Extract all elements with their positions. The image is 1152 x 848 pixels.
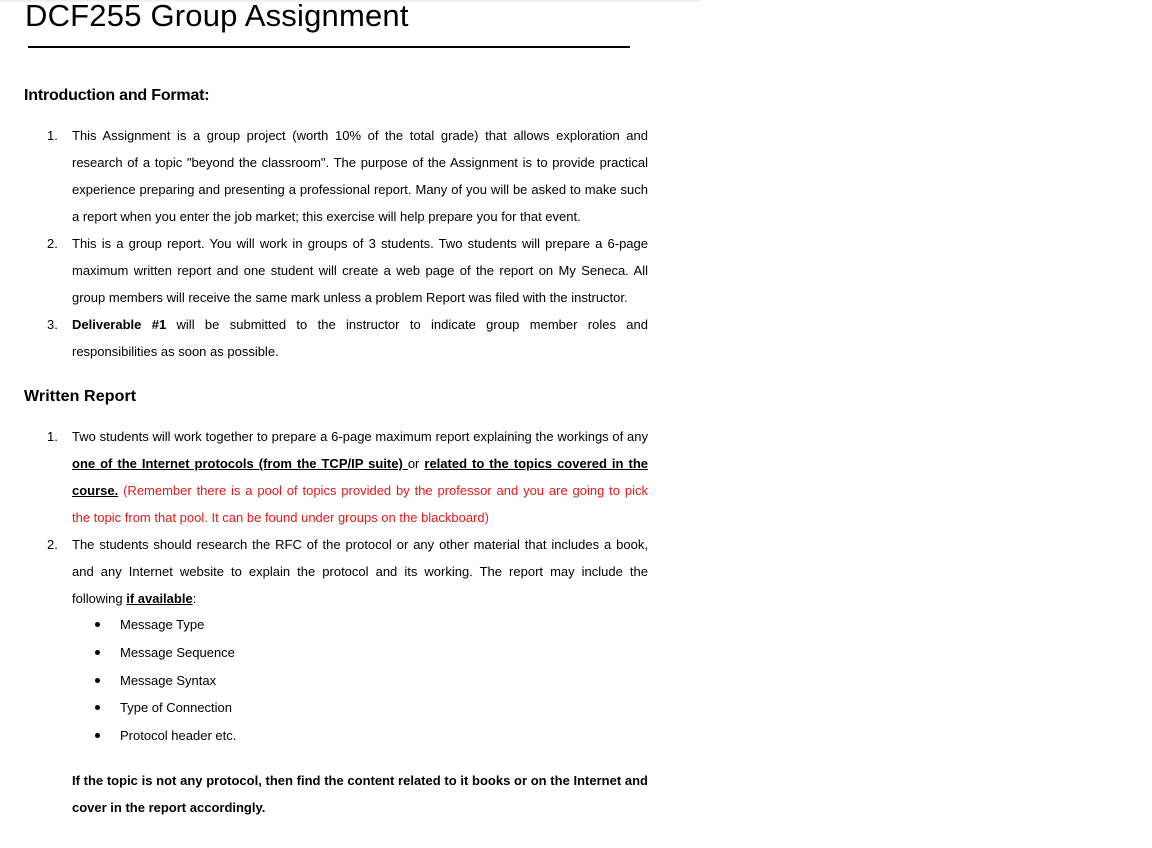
bullet-icon [95,733,100,738]
deliverable-label: Deliverable #1 [72,317,167,332]
or-connector: or [407,456,425,471]
bullet-icon [95,622,100,627]
list-number: 3. [47,317,58,332]
list-number: 1. [47,429,58,444]
written-item-2-body: The students should research the RFC of the protocol or any other material that includes a book, and any Internet website to explain the protocol and its working. The report may include the following [72,537,648,606]
intro-list [0,122,648,365]
list-number: 2. [47,537,58,552]
written-item-1-text [72,423,648,531]
written-item-1-intro: Two students will work together to prepare a 6-page maximum report explaining the workings of any [72,429,648,444]
written-item-2-text [72,531,648,612]
bullet-text: Protocol header etc. [120,728,237,743]
written-report-heading: Written Report [24,388,137,405]
written-item-2 [0,531,648,612]
bullet-text: Type of Connection [120,700,233,716]
topic-pool-note: (Remember there is a pool of topics provided by the professor and you are going to pick the topic from that pool. It can be found under groups on the blackboard) [72,483,648,525]
title-underline-divider [28,46,630,48]
bullet-icon [95,705,100,710]
intro-item-3-text [72,311,648,365]
course-topics-emphasis: related to the topics covered in the course. [72,456,648,498]
list-number: 1. [47,128,58,143]
intro-item-3-body: will be submitted to the instructor to indicate group member roles and responsibilities as soon as possible. [72,317,648,359]
intro-item-2 [0,230,648,311]
intro-item-3 [0,311,648,365]
colon: : [192,591,197,606]
internet-protocols-emphasis: one of the Internet protocols (from the TCP/IP suite) [72,456,408,471]
bullet-icon [95,678,100,683]
list-number: 2. [47,236,58,251]
intro-item-1 [0,122,648,230]
bullet-text: Message Syntax [120,672,217,688]
written-item-1 [0,423,648,531]
intro-item-2-text: This is a group report. You will work in groups of 3 students. Two students will prepare a 6-page maximum written report and one student will create a web page of the report on My Seneca. All group members will receive the same mark unless a problem Report was filed with the instructor. [72,236,648,305]
bullet-text: Message Sequence [120,644,235,660]
written-report-list [0,423,648,612]
bullet-icon [95,650,100,655]
closing-instruction: If the topic is not any protocol, then find the content related to it books or on the Internet and cover in the report accordingly. [72,773,648,815]
intro-heading: Introduction and Format: [24,87,210,104]
document-title: DCF255 Group Assignment [25,0,409,33]
bullet-text: Message Type [120,617,205,632]
if-available-emphasis: if available [126,591,193,606]
intro-item-1-text: This Assignment is a group project (worth 10% of the total grade) that allows exploration and research of a topic "beyond the classroom". The purpose of the Assignment is to provide practical experience preparing and presenting a professional report. Many of you will be asked to make such a report when you enter the job market; this exercise will help prepare you for that event. [72,128,648,224]
